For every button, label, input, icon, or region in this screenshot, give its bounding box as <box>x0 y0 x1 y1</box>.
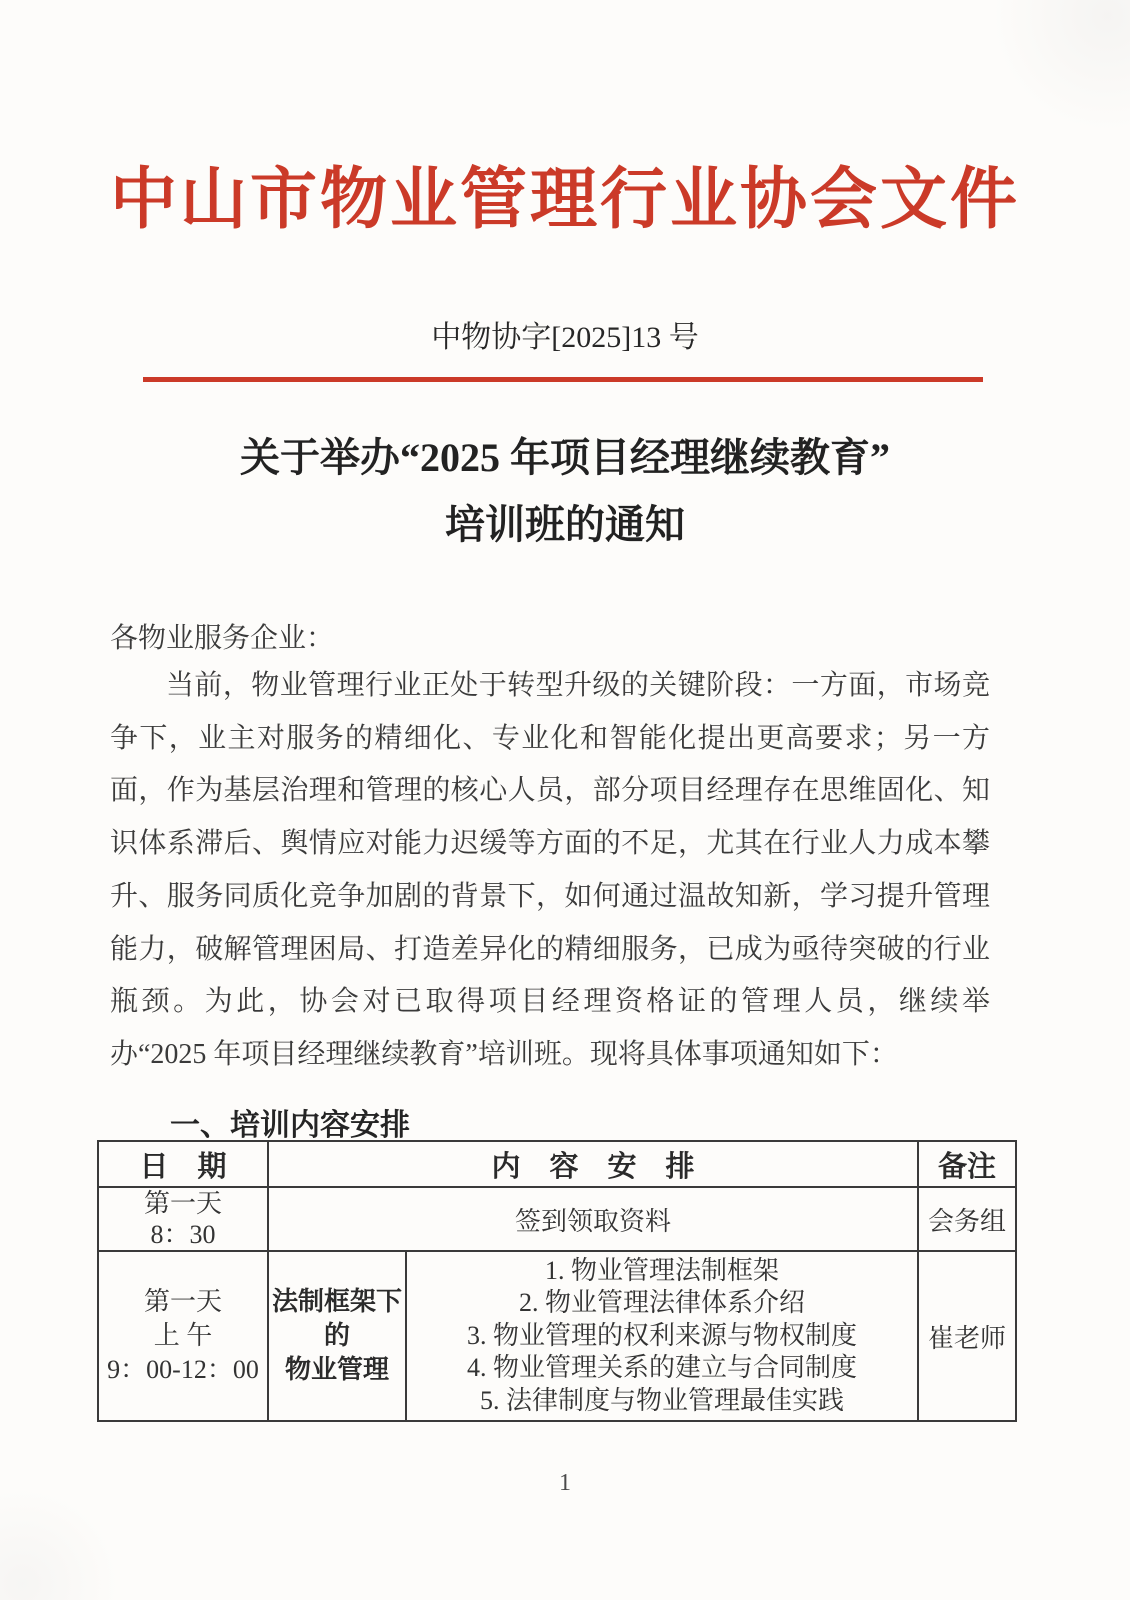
table-header-remark: 备注 <box>918 1141 1016 1187</box>
notice-title-line2: 培训班的通知 <box>445 502 685 547</box>
schedule-item: 1. 物业管理法制框架 <box>545 1255 780 1285</box>
topic-line: 物业管理 <box>284 1355 389 1384</box>
doc-number: 中物协字[2025]13 号 <box>431 321 699 354</box>
body-paragraph: 当前，物业管理行业正处于转型升级的关键阶段：一方面，市场竞争下，业主对服务的精细化、专业化和智能化提出更高要求；另一方面，作为基层治理和管理的核心人员，部分项目经理存在思维固化、知识体系滞后、舆情应对能力迟缓等方面的不足，尤其在行业人力成本攀升、服务同质化竞争加剧的背景下，如何通过温故知新，学习提升管理能力，破解管理困局、打造差异化的精细服务，已成为亟待突破的行业瓶颈。为此，协会对已取得项目经理资格证的管理人员，继续举办“2025 年项目经理继续教育”培训班。现将具体事项通知如下： <box>110 670 990 1070</box>
topic-line: 法制框架下 <box>271 1287 402 1316</box>
period-line: 上 午 <box>153 1321 213 1350</box>
table-header-content: 内 容 安 排 <box>268 1141 918 1187</box>
table-row <box>98 1251 1016 1421</box>
red-divider-line <box>143 377 983 382</box>
remark-cell: 会务组 <box>918 1187 1016 1251</box>
page-number: 1 <box>559 1470 571 1496</box>
notice-title <box>0 424 1130 558</box>
remark-cell: 崔老师 <box>918 1251 1016 1421</box>
schedule-item: 4. 物业管理关系的建立与合同制度 <box>467 1353 858 1383</box>
salutation: 各物业服务企业： <box>110 623 335 654</box>
time-line: 9：00-12：00 <box>107 1355 259 1384</box>
notice-title-line1: 关于举办“2025 年项目经理继续教育” <box>240 435 890 480</box>
date-cell <box>98 1251 268 1421</box>
training-schedule-table <box>97 1140 1017 1422</box>
schedule-item: 5. 法律制度与物业管理最佳实践 <box>480 1385 845 1415</box>
time-line: 8：30 <box>150 1220 216 1249</box>
content-cell <box>406 1251 918 1421</box>
table-header-row <box>98 1141 1016 1187</box>
table-header-date: 日 期 <box>98 1141 268 1187</box>
date-line: 第一天 <box>143 1189 222 1218</box>
table-row <box>98 1187 1016 1251</box>
schedule-item: 3. 物业管理的权利来源与物权制度 <box>467 1320 858 1350</box>
schedule-item: 2. 物业管理法律体系介绍 <box>519 1288 806 1318</box>
org-header-title: 中山市物业管理行业协会文件 <box>110 163 1020 237</box>
topic-line: 的 <box>323 1321 350 1350</box>
topic-cell <box>268 1251 406 1421</box>
content-cell: 签到领取资料 <box>268 1187 918 1251</box>
date-line: 第一天 <box>143 1287 222 1316</box>
section-heading: 一、培训内容安排 <box>170 1109 410 1142</box>
date-cell <box>98 1187 268 1251</box>
